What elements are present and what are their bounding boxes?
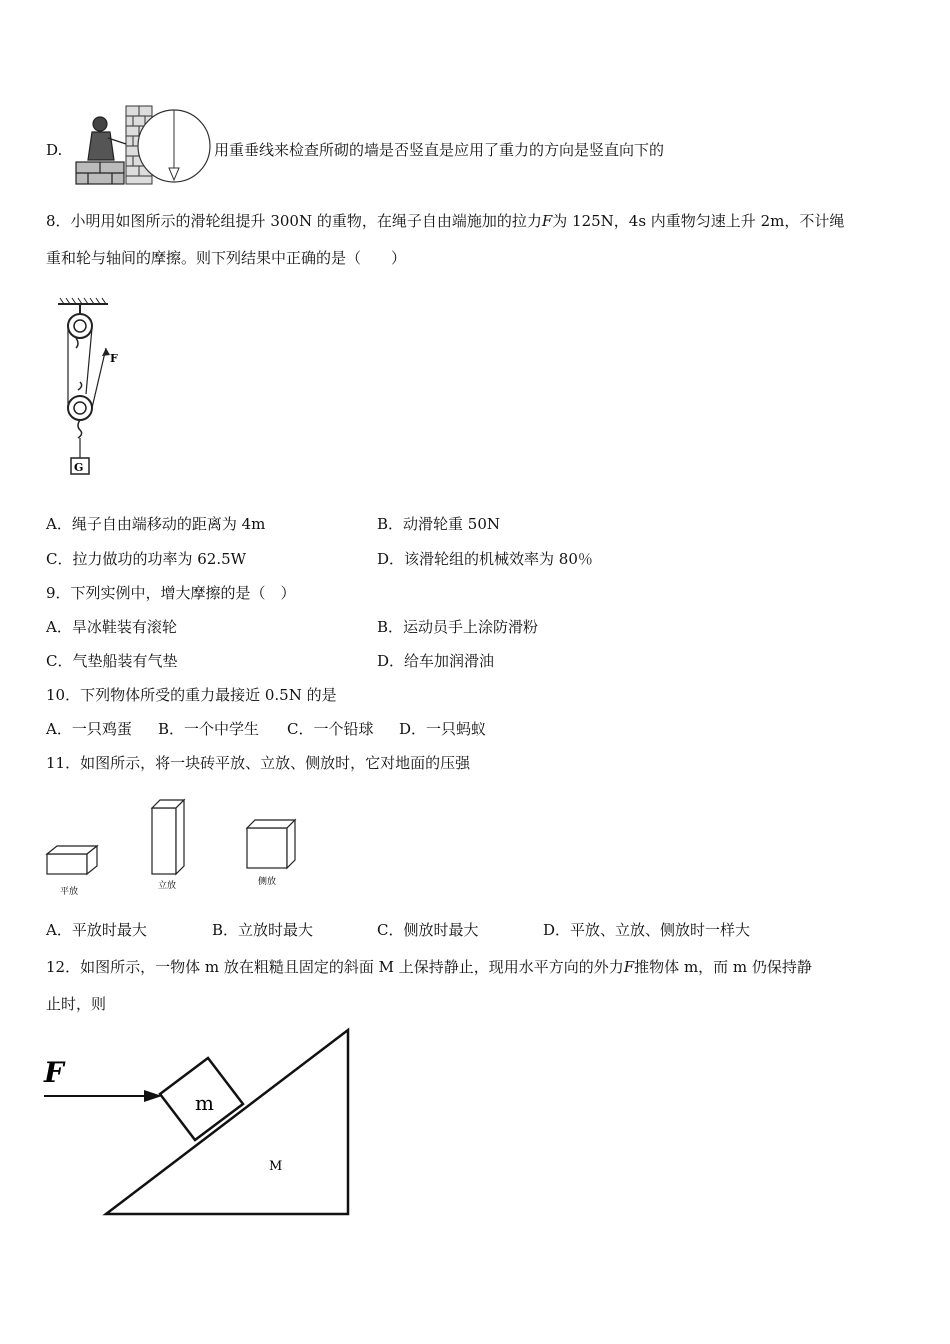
q12-stem-line1	[46, 957, 812, 977]
brick-upright	[152, 800, 184, 874]
q7-option-d-text: 用重垂线来检查所砌的墙是否竖直是应用了重力的方向是竖直向下的	[214, 141, 665, 159]
brick-side	[247, 820, 295, 868]
movable-pulley	[68, 382, 92, 438]
q8-stem-part2: 为 125N，4s 内重物匀速上升 2m，不计绳	[552, 212, 845, 230]
q8-option-b: B．动滑轮重 50N	[377, 515, 501, 533]
q12-stem-part2: 推物体 m，而 m 仍保持静	[634, 958, 812, 976]
q8-stem-line1	[46, 211, 844, 231]
brick-upright-caption: 立放	[158, 881, 177, 891]
q11-option-b: B．立放时最大	[212, 921, 314, 939]
brick-side-caption: 侧放	[258, 877, 277, 887]
force-arrowhead-icon	[144, 1090, 162, 1102]
q9-stem: 9．下列实例中，增大摩擦的是（ ）	[46, 584, 296, 602]
incline-force-label: F	[44, 1056, 64, 1089]
brick-flat	[47, 846, 97, 874]
q11-option-a: A．平放时最大	[46, 921, 147, 939]
q10-stem: 10．下列物体所受的重力最接近 0.5N 的是	[46, 686, 337, 704]
worker	[76, 117, 126, 184]
brick-figure	[40, 792, 310, 902]
q9-option-a: A．旱冰鞋装有滚轮	[46, 618, 177, 636]
pulley-weight-label: G	[74, 461, 84, 474]
q8-stem-var: F	[541, 212, 553, 230]
q9-option-c: C．气垫船装有气垫	[46, 652, 178, 670]
q9-option-d: D．给车加润滑油	[377, 652, 495, 670]
q9-option-b: B．运动员手上涂防滑粉	[377, 618, 539, 636]
plumb-line-figure	[70, 100, 212, 190]
pulley-figure	[50, 296, 130, 486]
incline-figure	[40, 1024, 360, 1224]
q7-option-d-label: D.	[46, 141, 63, 159]
incline-M-label: M	[269, 1159, 283, 1174]
plumb-circle	[138, 110, 210, 182]
q12-stem-line2: 止时，则	[46, 995, 107, 1013]
q8-stem-part1: 8．小明用如图所示的滑轮组提升 300N 的重物，在绳子自由端施加的拉力	[46, 212, 542, 230]
q10-option-c: C．一个铅球	[287, 720, 374, 738]
q8-option-d: D．该滑轮组的机械效率为 80％	[377, 550, 593, 568]
incline-triangle	[106, 1030, 348, 1214]
ceiling	[58, 298, 108, 304]
q12-stem-var: F	[623, 958, 635, 976]
ropes	[68, 326, 106, 408]
q8-option-c: C．拉力做功的功率为 62.5W	[46, 550, 247, 568]
q10-option-b: B．一个中学生	[158, 720, 260, 738]
q8-stem-line2: 重和轮与轴间的摩擦。则下列结果中正确的是（ ）	[46, 249, 407, 267]
pulley-force-label: F	[110, 352, 118, 365]
q10-option-a: A．一只鸡蛋	[46, 720, 132, 738]
brick-flat-caption: 平放	[60, 887, 79, 897]
incline-block-label: m	[195, 1091, 214, 1115]
q10-option-d: D．一只蚂蚁	[399, 720, 487, 738]
fixed-pulley	[68, 304, 92, 348]
q11-option-d: D．平放、立放、侧放时一样大	[543, 921, 751, 939]
q11-option-c: C．侧放时最大	[377, 921, 479, 939]
q12-stem-part1: 12．如图所示，一物体 m 放在粗糙且固定的斜面 M 上保持静止，现用水平方向的外力	[46, 958, 624, 976]
force-arrow-icon	[102, 348, 110, 356]
q8-option-a: A．绳子自由端移动的距离为 4m	[46, 515, 266, 533]
q11-stem: 11．如图所示，将一块砖平放、立放、侧放时，它对地面的压强	[46, 754, 471, 772]
